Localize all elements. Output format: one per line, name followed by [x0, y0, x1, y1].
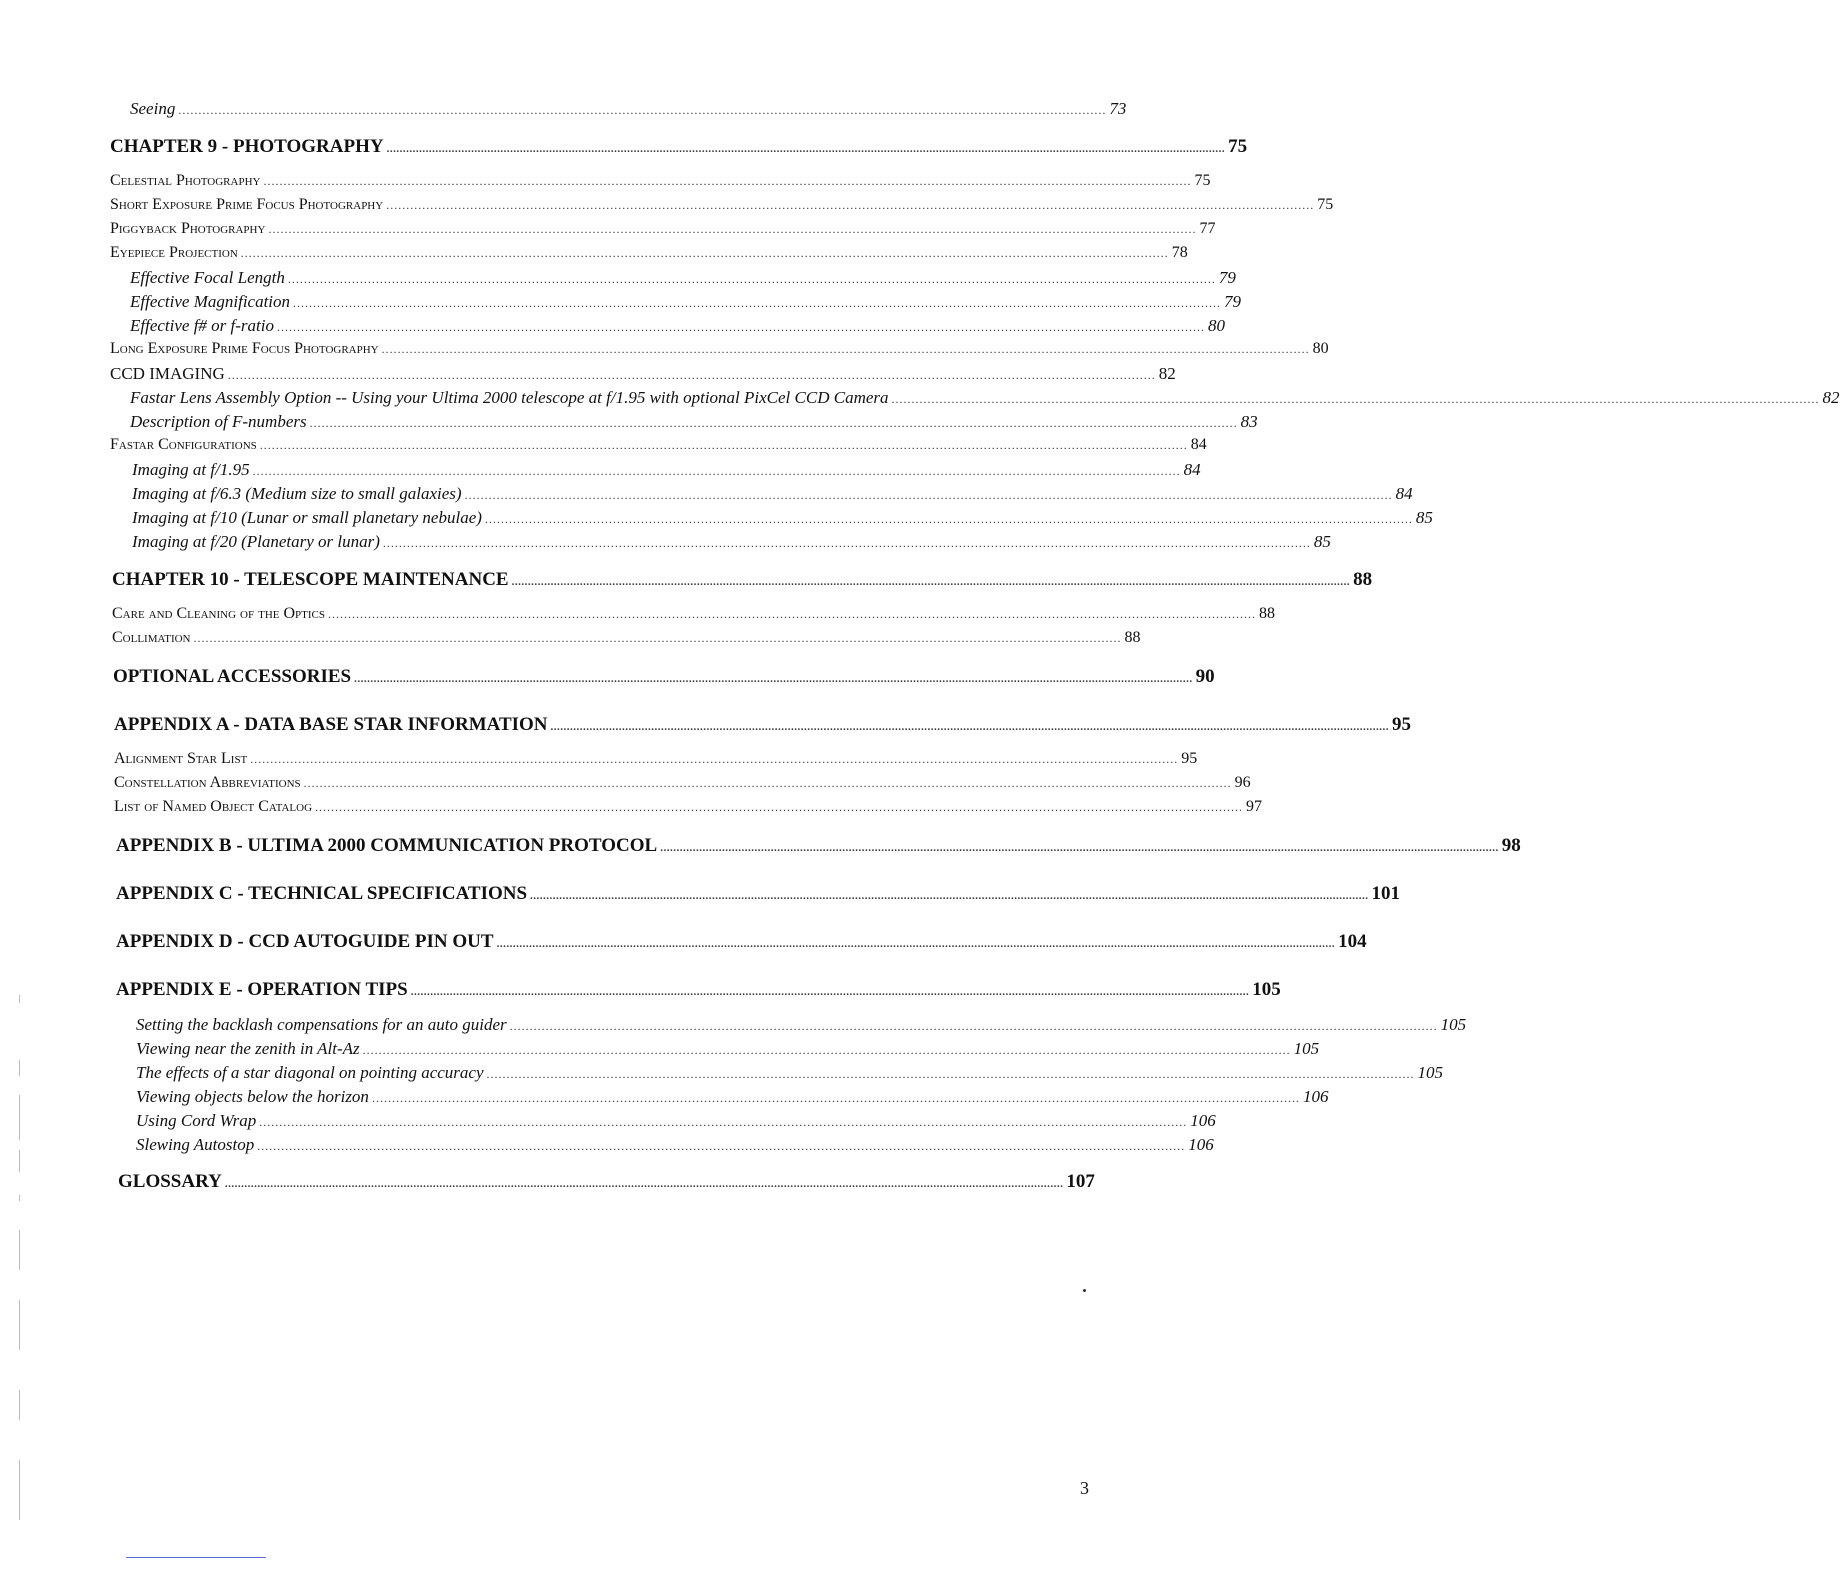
toc-entry-page: 79	[1218, 268, 1236, 287]
toc-entry-star-diagonal[interactable]	[136, 1063, 1444, 1085]
scan-margin-mark	[19, 995, 20, 1003]
toc-appendix-c[interactable]	[116, 883, 1401, 907]
toc-entry-page: 80	[1312, 340, 1329, 357]
dot-leader: ..................................................................................................................................................................................................................................................................	[224, 1178, 1064, 1190]
dot-leader: ........................................................................................................................................................................................................................................	[362, 1043, 1291, 1057]
toc-entry-effective-focal-length[interactable]	[130, 268, 1236, 290]
dot-leader: ........................................................................................................................................................................................................................................	[263, 174, 1192, 188]
toc-entry-short-exposure[interactable]	[110, 196, 1334, 218]
dot-leader: ........................................................................................................................................................................................................................................	[293, 296, 1222, 310]
toc-entry-page: 106	[1302, 1087, 1329, 1106]
toc-chapter-page: 88	[1353, 569, 1373, 590]
toc-entry-effective-f-ratio[interactable]	[130, 316, 1225, 338]
scan-margin-mark	[19, 1300, 20, 1350]
toc-entry-named-object-catalog[interactable]	[114, 798, 1263, 820]
toc-chapter-label: GLOSSARY	[118, 1171, 222, 1192]
dot-leader: ........................................................................................................................................................................................................................................	[386, 198, 1315, 212]
toc-chapter-page: 104	[1338, 931, 1367, 952]
dot-leader: ........................................................................................................................................................................................................................................	[257, 1139, 1186, 1153]
toc-entry-label: Constellation Abbreviations	[114, 774, 301, 791]
dot-leader: ........................................................................................................................................................................................................................................	[509, 1019, 1438, 1033]
toc-appendix-b[interactable]	[116, 835, 1521, 859]
dot-leader: ........................................................................................................................................................................................................................................	[382, 536, 1311, 550]
dot-leader: ........................................................................................................................................................................................................................................	[315, 800, 1244, 814]
toc-entry-label: Viewing near the zenith in Alt-Az	[136, 1039, 360, 1058]
toc-entry-page: 106	[1188, 1135, 1214, 1154]
toc-chapter-page: 98	[1501, 835, 1521, 856]
toc-entry-celestial-photography[interactable]	[110, 172, 1211, 194]
toc-chapter-label: APPENDIX C - TECHNICAL SPECIFICATIONS	[116, 883, 528, 904]
scan-margin-mark	[19, 1230, 20, 1270]
toc-entry-page: 78	[1171, 244, 1188, 261]
dot-leader: ........................................................................................................................................................................................................................................	[259, 1115, 1188, 1129]
toc-entry-page: 105	[1417, 1063, 1444, 1082]
dot-leader: ........................................................................................................................................................................................................................................	[309, 416, 1238, 430]
toc-entry-label: Imaging at f/10 (Lunar or small planetary nebulae)	[132, 508, 482, 527]
dot-leader: ........................................................................................................................................................................................................................................	[227, 368, 1156, 382]
dot-leader: ........................................................................................................................................................................................................................................	[371, 1091, 1300, 1105]
toc-chapter-label: APPENDIX A - DATA BASE STAR INFORMATION	[114, 714, 548, 735]
toc-chapter-page: 107	[1066, 1171, 1095, 1192]
dot-leader: ........................................................................................................................................................................................................................................	[277, 320, 1205, 334]
toc-entry-page: 84	[1190, 436, 1207, 453]
page-number: 3	[1080, 1478, 1089, 1498]
scan-margin-mark	[19, 1150, 20, 1172]
dot-leader: ..................................................................................................................................................................................................................................................................	[410, 986, 1250, 998]
toc-entry-page: 105	[1440, 1015, 1467, 1034]
dot-leader: ........................................................................................................................................................................................................................................	[328, 607, 1257, 621]
toc-entry-label: Fastar Lens Assembly Option -- Using your Ultima 2000 telescope at f/1.95 with optional PixCel CCD Camera	[130, 388, 889, 407]
toc-entry-page: 96	[1234, 774, 1251, 791]
dot-leader: ..................................................................................................................................................................................................................................................................	[550, 721, 1390, 733]
toc-optional-accessories[interactable]	[113, 666, 1215, 690]
dot-leader: ..................................................................................................................................................................................................................................................................	[354, 673, 1193, 685]
toc-entry-page: 88	[1124, 629, 1141, 646]
dot-leader: ........................................................................................................................................................................................................................................	[252, 464, 1181, 478]
toc-entry-page: 97	[1246, 798, 1263, 815]
toc-entry-fastar-configurations[interactable]	[110, 436, 1207, 458]
toc-appendix-d[interactable]	[116, 931, 1367, 955]
dot-leader: ..................................................................................................................................................................................................................................................................	[496, 938, 1336, 950]
toc-entry-label: Viewing objects below the horizon	[136, 1087, 369, 1106]
toc-entry-label: Long Exposure Prime Focus Photography	[110, 340, 379, 357]
toc-entry-label: Effective Focal Length	[130, 268, 285, 287]
toc-entry-label: CCD IMAGING	[110, 364, 225, 383]
dot-leader: ........................................................................................................................................................................................................................................	[484, 512, 1413, 526]
dot-leader: ........................................................................................................................................................................................................................................	[250, 752, 1179, 766]
toc-chapter-label: CHAPTER 9 - PHOTOGRAPHY	[110, 136, 384, 157]
toc-appendix-e[interactable]	[116, 979, 1281, 1003]
toc-entry-fastar-lens[interactable]	[130, 388, 1840, 410]
dot-leader: ..................................................................................................................................................................................................................................................................	[511, 576, 1351, 588]
toc-entry-page: 105	[1293, 1039, 1320, 1058]
dot-leader: ........................................................................................................................................................................................................................................	[464, 488, 1393, 502]
toc-entry-page: 79	[1224, 292, 1242, 311]
toc-entry-page: 82	[1822, 388, 1840, 407]
toc-entry-seeing[interactable]	[130, 99, 1127, 121]
toc-chapter-10[interactable]	[112, 569, 1373, 593]
toc-entry-page: 75	[1317, 196, 1334, 213]
toc-chapter-page: 101	[1371, 883, 1401, 904]
dot-leader: ........................................................................................................................................................................................................................................	[303, 776, 1232, 790]
toc-entry-label: Alignment Star List	[114, 750, 248, 767]
toc-entry-page: 95	[1181, 750, 1198, 767]
toc-entry-effective-magnification[interactable]	[130, 292, 1242, 314]
toc-chapter-page: 105	[1252, 979, 1281, 1000]
toc-entry-cord-wrap[interactable]	[136, 1111, 1216, 1133]
toc-entry-zenith[interactable]	[136, 1039, 1320, 1061]
toc-entry-label: Collimation	[112, 629, 191, 646]
toc-chapter-page: 75	[1228, 136, 1248, 157]
dot-leader: ........................................................................................................................................................................................................................................	[486, 1067, 1415, 1081]
toc-entry-long-exposure[interactable]	[110, 340, 1329, 362]
toc-entry-constellation-abbreviations[interactable]	[114, 774, 1251, 796]
toc-chapter-label: APPENDIX D - CCD AUTOGUIDE PIN OUT	[116, 931, 494, 952]
scan-margin-mark	[19, 1060, 20, 1076]
toc-entry-label: Description of F-numbers	[130, 412, 307, 431]
toc-entry-label: Piggyback Photography	[110, 220, 266, 237]
toc-entry-label: Short Exposure Prime Focus Photography	[110, 196, 384, 213]
toc-entry-page: 85	[1415, 508, 1433, 527]
toc-entry-imaging-f63[interactable]	[132, 484, 1413, 506]
toc-entry-label: Celestial Photography	[110, 172, 261, 189]
dot-leader: ..................................................................................................................................................................................................................................................................	[660, 842, 1499, 854]
dot-leader: ..................................................................................................................................................................................................................................................................	[386, 143, 1226, 155]
toc-chapter-label: CHAPTER 10 - TELESCOPE MAINTENANCE	[112, 569, 509, 590]
toc-entry-label: Fastar Configurations	[110, 436, 257, 453]
toc-entry-imaging-f195[interactable]	[132, 460, 1201, 482]
scan-margin-mark	[19, 1195, 20, 1201]
toc-entry-label: Slewing Autostop	[136, 1135, 255, 1154]
toc-entry-piggyback[interactable]	[110, 220, 1216, 242]
toc-chapter-page: 95	[1392, 714, 1412, 735]
scan-margin-mark	[19, 1390, 20, 1420]
toc-entry-page: 84	[1395, 484, 1413, 503]
toc-chapter-page: 90	[1195, 666, 1215, 687]
toc-chapter-label: APPENDIX B - ULTIMA 2000 COMMUNICATION PROTOCOL	[116, 835, 658, 856]
toc-entry-care-cleaning[interactable]	[112, 605, 1276, 627]
toc-entry-label: Eyepiece Projection	[110, 244, 238, 261]
dot-leader: ........................................................................................................................................................................................................................................	[268, 222, 1197, 236]
dot-leader: ........................................................................................................................................................................................................................................	[287, 272, 1216, 286]
toc-entry-collimation[interactable]	[112, 629, 1141, 651]
dot-leader: ........................................................................................................................................................................................................................................	[178, 103, 1107, 117]
toc-entry-alignment-star-list[interactable]	[114, 750, 1198, 772]
toc-entry-page: 73	[1109, 99, 1127, 118]
toc-entry-label: Effective f# or f-ratio	[130, 316, 274, 335]
toc-entry-label: Imaging at f/6.3 (Medium size to small galaxies)	[132, 484, 462, 503]
scan-speck	[1083, 1289, 1086, 1292]
toc-entry-label: Effective Magnification	[130, 292, 291, 311]
dot-leader: ........................................................................................................................................................................................................................................	[240, 246, 1169, 260]
toc-entry-page: 84	[1183, 460, 1201, 479]
toc-entry-page: 83	[1240, 412, 1258, 431]
toc-entry-backlash[interactable]	[136, 1015, 1467, 1037]
toc-entry-page: 85	[1313, 532, 1331, 551]
dot-leader: ........................................................................................................................................................................................................................................	[259, 438, 1188, 452]
toc-entry-label: Using Cord Wrap	[136, 1111, 257, 1130]
dot-leader: ........................................................................................................................................................................................................................................	[891, 392, 1820, 406]
scan-margin-mark	[19, 1095, 20, 1140]
toc-chapter-label: OPTIONAL ACCESSORIES	[113, 666, 352, 687]
toc-entry-label: Imaging at f/20 (Planetary or lunar)	[132, 532, 380, 551]
toc-entry-label: The effects of a star diagonal on pointing accuracy	[136, 1063, 484, 1082]
toc-entry-ccd-imaging[interactable]	[110, 364, 1176, 386]
toc-entry-label: Setting the backlash compensations for an auto guider	[136, 1015, 507, 1034]
toc-entry-f-numbers[interactable]	[130, 412, 1258, 434]
toc-entry-slewing-autostop[interactable]	[136, 1135, 1214, 1157]
toc-entry-label: List of Named Object Catalog	[114, 798, 313, 815]
scan-margin-mark	[19, 1460, 20, 1520]
toc-entry-page: 106	[1190, 1111, 1216, 1130]
toc-entry-imaging-f20[interactable]	[132, 532, 1331, 554]
dot-leader: ........................................................................................................................................................................................................................................	[193, 631, 1122, 645]
toc-entry-label: Care and Cleaning of the Optics	[112, 605, 326, 622]
toc-entry-page: 88	[1259, 605, 1276, 622]
toc-entry-eyepiece-projection[interactable]	[110, 244, 1188, 266]
toc-entry-label: Seeing	[130, 99, 176, 118]
dot-leader: ........................................................................................................................................................................................................................................	[381, 342, 1310, 356]
toc-entry-imaging-f10[interactable]	[132, 508, 1433, 530]
toc-entry-page: 75	[1194, 172, 1211, 189]
toc-chapter-label: APPENDIX E - OPERATION TIPS	[116, 979, 408, 1000]
toc-entry-page: 77	[1199, 220, 1216, 237]
toc-appendix-a[interactable]	[114, 714, 1412, 738]
toc-entry-page: 82	[1158, 364, 1176, 383]
toc-entry-below-horizon[interactable]	[136, 1087, 1329, 1109]
dot-leader: ..................................................................................................................................................................................................................................................................	[530, 890, 1369, 902]
footer-rule	[126, 1557, 266, 1558]
toc-entry-page: 80	[1208, 316, 1225, 335]
toc-entry-label: Imaging at f/1.95	[132, 460, 250, 479]
toc-glossary[interactable]	[118, 1171, 1094, 1195]
toc-chapter-9[interactable]	[110, 136, 1248, 160]
